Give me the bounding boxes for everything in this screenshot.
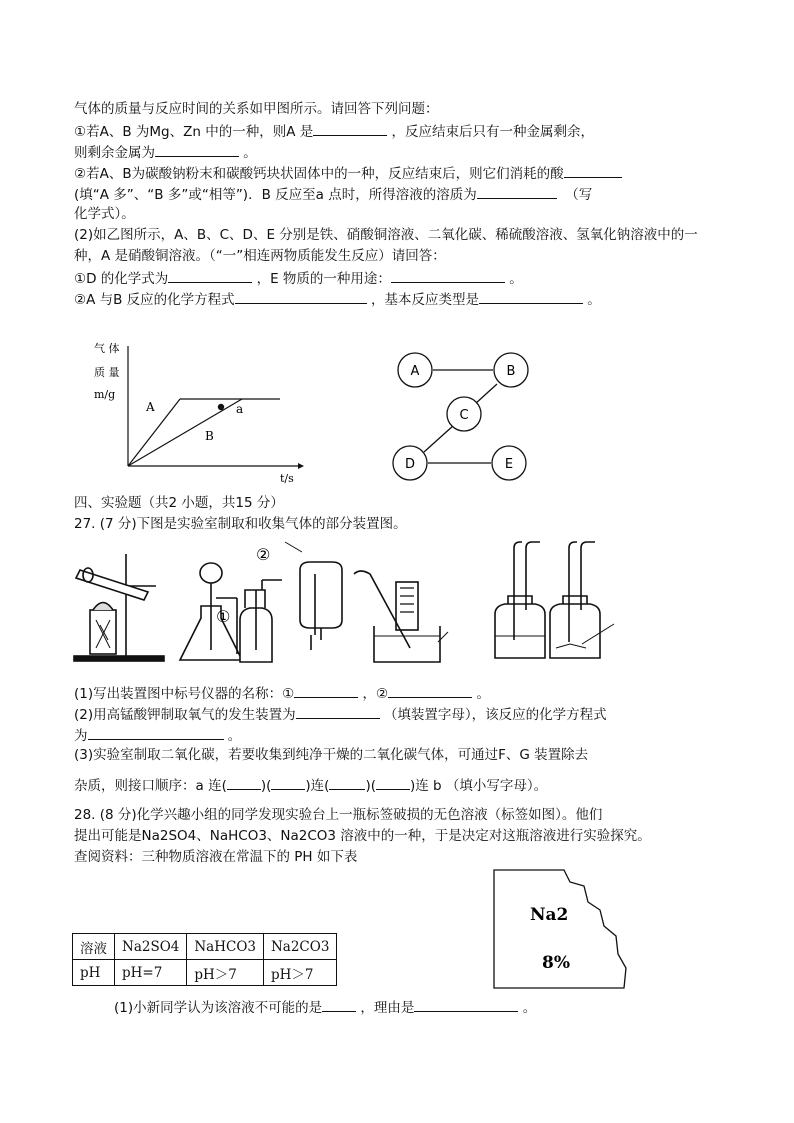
q27-part3-line2: 杂质，则接口顺序：a 连( )( )连( )( )连 b （填小写字母）。 bbox=[74, 775, 547, 795]
section-heading: 四、实验题（共2 小题，共15 分） bbox=[74, 495, 284, 511]
label-A: A bbox=[146, 400, 155, 414]
q27-part1-line: (1)写出装置图中标号仪器的名称：① ，② 。 bbox=[74, 683, 490, 703]
answer-blank[interactable] bbox=[313, 121, 387, 136]
label-concentration: 8% bbox=[542, 953, 570, 973]
heating-apparatus bbox=[74, 554, 164, 661]
answer-blank[interactable] bbox=[88, 725, 224, 740]
q27-title: 27. (7 分)下图是实验室制取和收集气体的部分装置图。 bbox=[74, 516, 407, 532]
answer-blank[interactable] bbox=[414, 997, 518, 1012]
q26-intro-line: 气体的质量与反应时间的关系如甲图所示。请回答下列问题： bbox=[74, 101, 439, 117]
answer-blank[interactable] bbox=[322, 997, 356, 1012]
q27-part2-line: (2)用高锰酸钾制取氧气的发生装置为 （填装置字母），该反应的化学方程式 bbox=[74, 704, 607, 724]
table-header-cell: Na2CO3 bbox=[263, 934, 336, 960]
gas-bottle bbox=[240, 580, 282, 662]
label-formula: Na2 bbox=[530, 905, 569, 925]
table-header-cell: 溶液 bbox=[73, 934, 115, 960]
table-cell: pH＞7 bbox=[263, 960, 336, 986]
node-label: A bbox=[410, 364, 420, 379]
node-label: B bbox=[506, 364, 516, 379]
marker-1: ① bbox=[216, 607, 231, 626]
answer-blank[interactable] bbox=[235, 289, 367, 304]
port-blank[interactable] bbox=[376, 775, 410, 790]
port-blank[interactable] bbox=[329, 775, 365, 790]
torn-label-image bbox=[492, 868, 634, 990]
answer-blank[interactable] bbox=[294, 683, 358, 698]
port-blank[interactable] bbox=[271, 775, 305, 790]
table-row bbox=[73, 934, 337, 960]
node-label: C bbox=[459, 408, 469, 423]
water-trough bbox=[354, 571, 448, 662]
y-axis-label: 质 量 bbox=[94, 366, 120, 379]
label-B: B bbox=[205, 429, 214, 443]
q26-part2-line: ②若A、B为碳酸钠粉末和碳酸钙块状固体中的一种，反应结束后，则它们消耗的酸 bbox=[74, 163, 622, 183]
q28-title: 28. (8 分)化学兴趣小组的同学发现实验台上一瓶标签破损的无色溶液（标签如图）。他们 bbox=[74, 807, 603, 823]
table-cell: pH bbox=[73, 960, 115, 986]
q26-part2-line3: 化学式）。 bbox=[74, 206, 135, 222]
table-cell: pH=7 bbox=[115, 960, 187, 986]
q27-part2-line2: 为 。 bbox=[74, 725, 241, 745]
table-row bbox=[73, 960, 337, 986]
answer-blank[interactable] bbox=[388, 683, 472, 698]
answer-blank[interactable] bbox=[155, 142, 239, 157]
port-blank[interactable] bbox=[227, 775, 261, 790]
inverted-bottle bbox=[285, 542, 342, 650]
washing-bottle-G bbox=[550, 542, 614, 658]
point-a bbox=[218, 404, 224, 410]
x-axis-label: t/s bbox=[280, 472, 294, 485]
y-axis-label: 气 体 bbox=[94, 342, 120, 355]
q28-line3: 查阅资料：三种物质溶液在常温下的 PH 如下表 bbox=[74, 849, 358, 865]
answer-blank[interactable] bbox=[168, 268, 252, 283]
q26-part3-line: (2)如乙图所示，A、B、C、D、E 分别是铁、硝酸铜溶液、二氧化碳、稀硫酸溶液、氢氧化钠溶液中的一 bbox=[74, 227, 698, 243]
lab-apparatus-figure bbox=[70, 540, 630, 664]
node-label: E bbox=[504, 457, 514, 472]
y-axis-unit: m/g bbox=[94, 388, 116, 401]
answer-blank[interactable] bbox=[477, 184, 557, 199]
q26-part2-line2: (填“A 多”、“B 多”或“相等”)．B 反应至a 点时，所得溶液的溶质为 （写 bbox=[74, 184, 592, 204]
q26-part4-line: ①D 的化学式为 ，E 物质的一种用途： 。 bbox=[74, 268, 523, 288]
q28-part1-line: (1)小新同学认为该溶液不可能的是 ，理由是 。 bbox=[114, 997, 536, 1017]
node-label: D bbox=[404, 457, 416, 472]
answer-blank[interactable] bbox=[296, 704, 380, 719]
table-header-cell: Na2SO4 bbox=[115, 934, 187, 960]
marker-2: ② bbox=[256, 545, 271, 564]
q27-part3-line: (3)实验室制取二氧化碳，若要收集到纯净干燥的二氧化碳气体，可通过F、G 装置除去 bbox=[74, 747, 589, 763]
answer-blank[interactable] bbox=[564, 163, 622, 178]
table-header-cell: NaHCO3 bbox=[187, 934, 264, 960]
table-cell: pH＞7 bbox=[187, 960, 264, 986]
q26-part5-line: ②A 与B 反应的化学方程式 ，基本反应类型是 。 bbox=[74, 289, 601, 309]
q26-part1-line: ①若A、B 为Mg、Zn 中的一种，则A 是 ，反应结束后只有一种金属剩余， bbox=[74, 121, 594, 141]
answer-blank[interactable] bbox=[391, 268, 505, 283]
gas-mass-time-graph bbox=[90, 336, 310, 486]
q26-part3-line2: 种，A 是硝酸铜溶液。（“一”相连两物质能发生反应）请回答： bbox=[74, 248, 446, 264]
q26-part1-line2: 则剩余金属为 。 bbox=[74, 142, 257, 162]
q28-line2: 提出可能是Na2SO4、NaHCO3、Na2CO3 溶液中的一种，于是决定对这瓶溶液进行实验探究。 bbox=[74, 828, 651, 844]
reaction-node-diagram bbox=[390, 346, 550, 486]
ph-table bbox=[72, 933, 337, 986]
answer-blank[interactable] bbox=[479, 289, 583, 304]
label-a: a bbox=[236, 402, 244, 416]
flask-with-funnel bbox=[180, 563, 242, 660]
washing-bottle-F bbox=[495, 542, 545, 658]
